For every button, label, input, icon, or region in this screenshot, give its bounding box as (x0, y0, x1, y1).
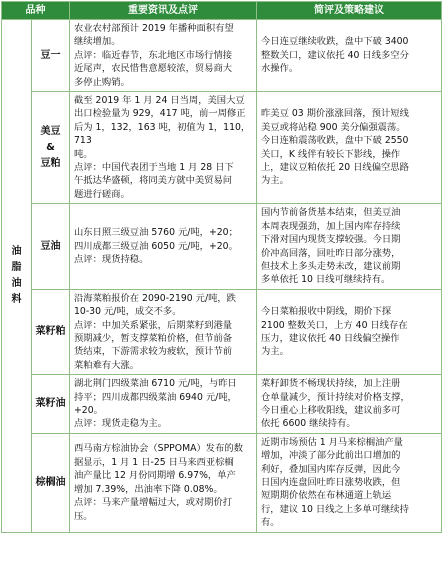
strategy-cell: 今日菜粕报收中阴线，期价下探 2100 整数关口，上方 40 日线存在 压力，建议依托 40 日线偏空操作 为主。 (257, 289, 442, 374)
news-cell: 西马南方棕油协会（SPPOMA）发布的数 据显示，1 月 1 日-25 日马来西亚棕榈 油产量比 12 月份同期增 6.97%，单产 增加 7.39%，出油率下降 0.08%。 点评：马来产量增幅过大，或对期价打 压。 (70, 433, 257, 532)
table-row (2, 92, 442, 204)
strategy-cell: 今日连豆继续收跌，盘中下破 3400 整数关口，建议依托 40 日线多空分 水操作。 (257, 20, 442, 92)
header-category: 品种 (2, 2, 70, 20)
strategy-cell: 近期市场预估 1 月马来棕榈油产量 增加，冲淡了部分此前出口增加的 利好，叠加国内库存反弹，因此今 日国内连盘回吐昨日涨势收跌，但 短期期价依然在布林通道上轨运 行，建议 10 日线之上多单可继续持 有。 (257, 433, 442, 532)
news-cell: 农业农村部预计 2019 年播种面积有望 继续增加。 点评：临近春节，东北地区市场行情接 近尾声，农民惜售意愿较浓，贸易商大 多停止购销。 (70, 20, 257, 92)
news-cell: 沿海菜粕报价在 2090-2190 元/吨，跌 10-30 元/吨，成交不多。 点评：中加关系紧张，后期菜籽到港量 预期减少，暂支撑菜粕价格，但节前备 货结束，下游需求较为疲软，预计节前 菜粕难有大涨。 (70, 289, 257, 374)
table-row (2, 433, 442, 532)
header-news: 重要资讯及点评 (70, 2, 257, 20)
product-name: 菜籽粕 (32, 289, 70, 374)
table-row (2, 289, 442, 374)
product-name: 菜籽油 (32, 375, 70, 434)
table-row (2, 204, 442, 289)
product-name: 豆油 (32, 204, 70, 289)
group-label: 油 脂 油 料 (2, 20, 32, 533)
strategy-cell: 国内节前备货基本结束，但美豆油 本周表现强劲，加上国内库存持续 下滑对国内现货支撑较强。今日期 价冲高回落，回吐昨日部分涨势， 但技术上多头走势未改，建议前期 多单依托 10 日线可继续持有。 (257, 204, 442, 289)
product-name: 豆一 (32, 20, 70, 92)
header-strategy: 简评及策略建议 (257, 2, 442, 20)
table-row (2, 375, 442, 434)
news-cell: 湖北荆门四级菜油 6710 元/吨，与昨日 持平；四川成都四级菜油 6940 元/吨， +20。 点评：现货走稳为主。 (70, 375, 257, 434)
strategy-cell: 昨美豆 03 期价涨涨回落，预计短线 美豆或将站稳 900 美分偏强震荡。 今日连粕震荡收跌，盘中下破 2550 关口，K 线伴有较长下影线，操作 上，建议豆粕依托 20 日线偏空思路 为主。 (257, 92, 442, 204)
news-cell: 截至 2019 年 1 月 24 日当周，美国大豆 出口检验量为 929，417 吨，前一周修正 后为 1，132，163 吨，初值为 1，110，713 吨。 点评：中国代表团于当地 1 月 28 日下 午抵达华盛顿，将同美方就中美贸易问 题进行磋商。 (70, 92, 257, 204)
product-name: 美豆 & 豆粕 (32, 92, 70, 204)
commodity-table (1, 1, 442, 533)
news-cell: 山东日照三级豆油 5760 元/吨，+20； 四川成都三级豆油 6050 元/吨，+20。 点评：现货持稳。 (70, 204, 257, 289)
table-row (2, 20, 442, 92)
header-row (2, 2, 442, 20)
strategy-cell: 菜籽卸货不畅现状持续，加上注册 仓单量减少，预计持续对价格支撑， 今日重心上移收阳线，建议前多可 依托 6600 继续持有。 (257, 375, 442, 434)
product-name: 棕榈油 (32, 433, 70, 532)
